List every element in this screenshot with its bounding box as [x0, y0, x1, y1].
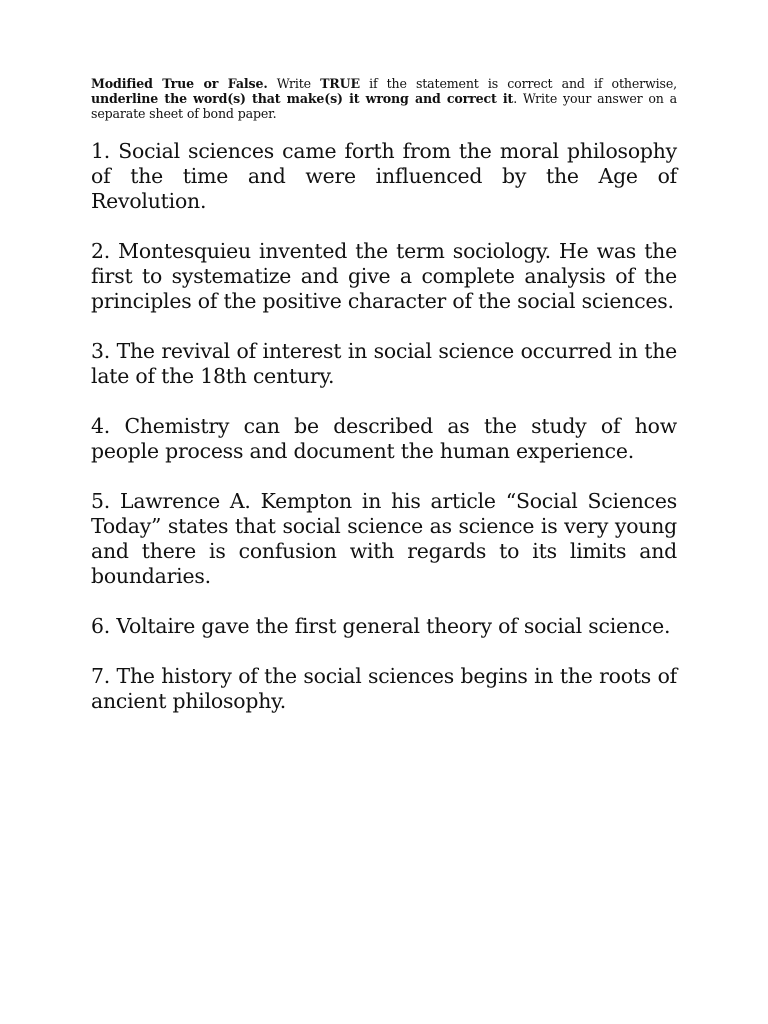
instructions-text-2: if the statement is correct and if otherwise,: [359, 76, 677, 91]
question-4: 4. Chemistry can be described as the study of how people process and document the human experience.: [91, 414, 677, 464]
instructions-underline-directive: underline the word(s) that make(s) it wrong and correct it: [91, 91, 514, 107]
instructions-true-word: TRUE: [320, 76, 360, 91]
instructions-title: Modified True or False.: [91, 76, 268, 91]
instructions-text-3: . Write your answer on a separate sheet of bond paper.: [91, 91, 677, 122]
instructions-text-1: Write: [267, 76, 321, 91]
question-7: 7. The history of the social sciences begins in the roots of ancient philosophy.: [91, 664, 677, 714]
question-2: 2. Montesquieu invented the term sociology. He was the first to systematize and give a complete analysis of the principles of the positive character of the social sciences.: [91, 239, 677, 314]
question-3: 3. The revival of interest in social science occurred in the late of the 18th century.: [91, 339, 677, 389]
instructions: [91, 76, 677, 121]
question-6: 6. Voltaire gave the first general theory of social science.: [91, 614, 671, 639]
question-1: 1. Social sciences came forth from the moral philosophy of the time and were influenced by the Age of Revolution.: [91, 139, 677, 214]
question-5: 5. Lawrence A. Kempton in his article “Social Sciences Today” states that social science as science is very young and there is confusion with regards to its limits and boundaries.: [91, 489, 677, 589]
document-page: [91, 76, 677, 739]
